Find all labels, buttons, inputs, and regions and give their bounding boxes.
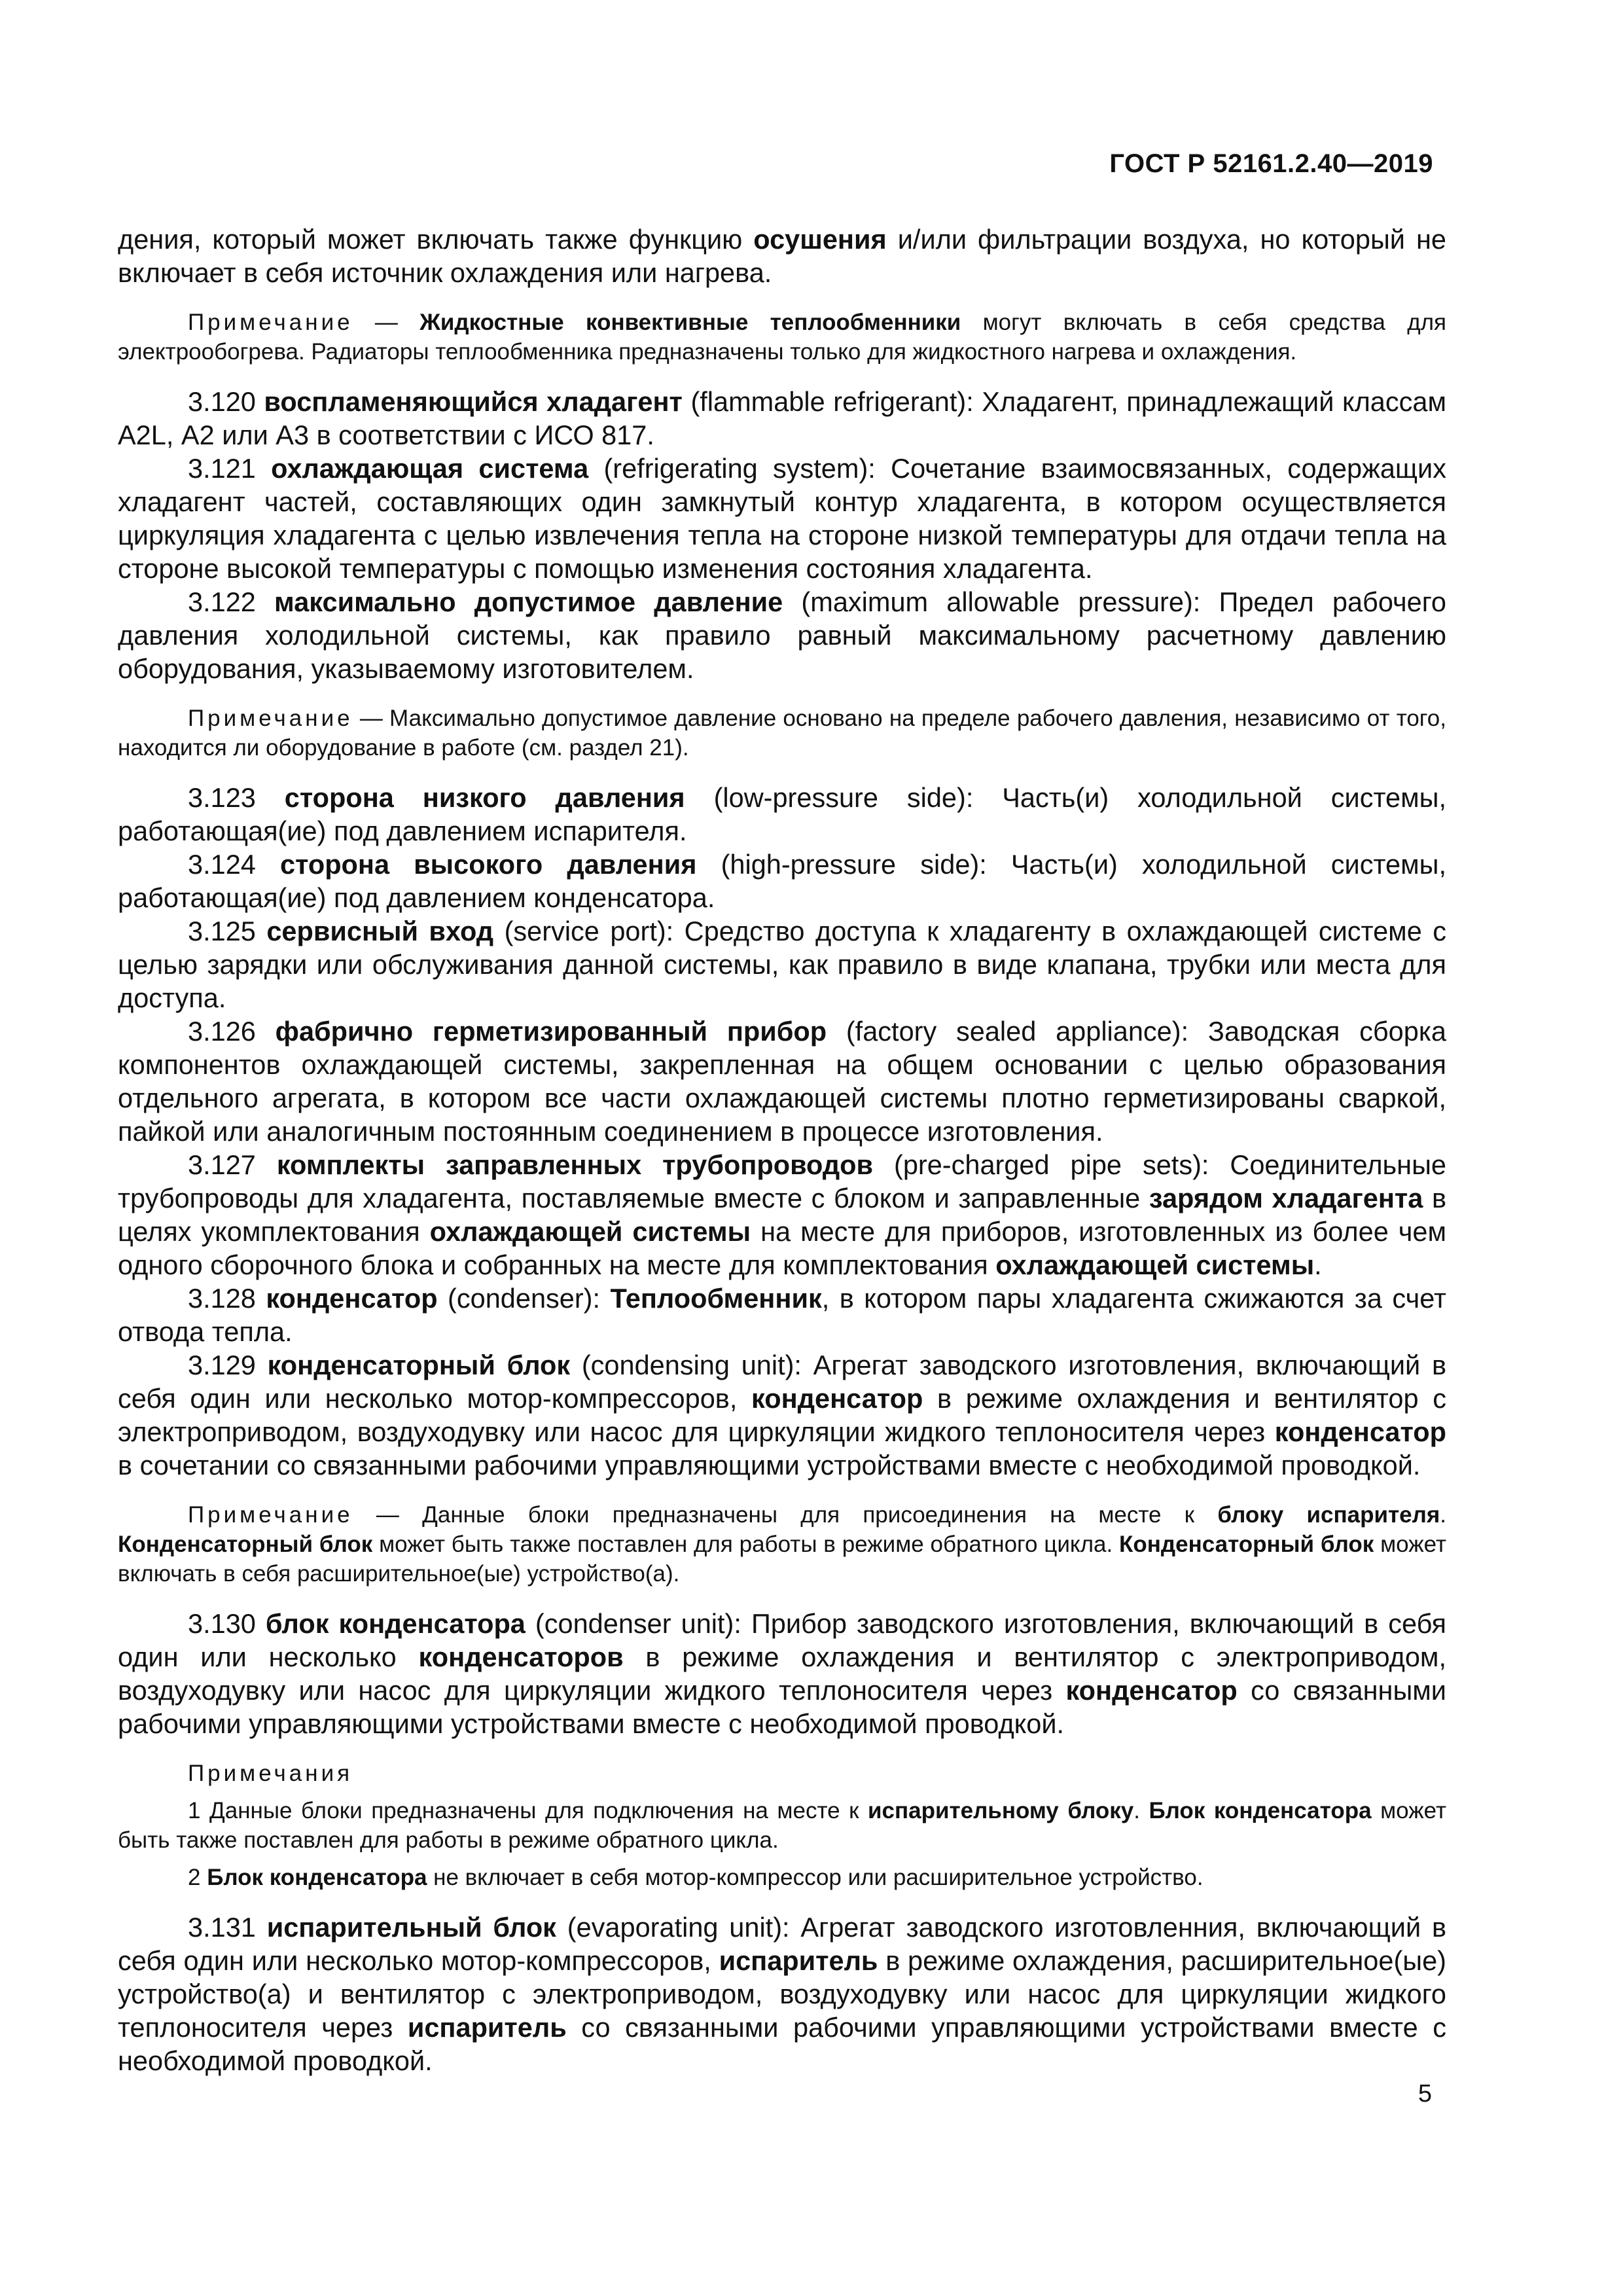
notes-heading: [118, 1759, 1446, 1788]
bold-term: конденсатор: [1065, 1675, 1238, 1706]
text-run: Примечания: [188, 1761, 353, 1786]
text-run: (high-pressure side): Часть(и) холодильной системы, работающая(ие) под давлением конденсатора.: [118, 849, 1446, 913]
bold-term: конденсатор: [266, 1283, 438, 1314]
bold-term: сторона низкого давления: [284, 782, 685, 813]
term-paragraph: [118, 1282, 1446, 1348]
text-run: в режиме охлаждения и вентилятор с электроприводом, воздуходувку или насос для циркуляции жидкого теплоносителя через: [118, 1383, 1447, 1447]
text-run: может быть также поставлен для работы в режиме обратного цикла.: [118, 1798, 1446, 1853]
text-run: Примечание: [188, 706, 353, 731]
bold-term: сервисный вход: [266, 916, 494, 946]
bold-term: испарительному блоку: [867, 1798, 1134, 1823]
text-run: (factory sealed appliance): Заводская сборка компонентов охлаждающей системы, закрепленная на общем основании с целью образования отдельного агрегата, в котором все части охлаждающей системы плотно герметизированы сваркой, пайкой или аналогичным постоянным соединением в процессе изготовления.: [118, 1016, 1446, 1147]
text-run: 3.120: [188, 386, 264, 417]
text-run: в режиме охлаждения, расширительное(ые) устройство(а) и вентилятор с электроприводом, воздуходувку или насос для циркуляции жидкого теплоносителя через: [118, 1945, 1447, 2043]
text-run: (service port): Средство доступа к хладагенту в охлаждающей системе с целью зарядки или обслуживания данной системы, как правило в виде клапана, трубки или места для доступа.: [118, 916, 1447, 1013]
text-run: Примечание: [188, 1502, 353, 1528]
term-paragraph: [118, 1910, 1446, 2077]
text-run: в режиме охлаждения и вентилятор с электроприводом, воздуходувку или насос для циркуляции жидкого теплоносителя через: [118, 1641, 1446, 1706]
bold-term: охлаждающей системы: [429, 1216, 751, 1247]
text-run: 2: [188, 1865, 207, 1890]
text-run: (refrigerating system): Сочетание взаимосвязанных, содержащих хладагент частей, составляющих один замкнутый контур хладагента, в котором осуществляется циркуляция хладагента с целью извлечения тепла на стороне низкой температуры для отдачи тепла на стороне высокой температуры с помощью изменения состояния хладагента.: [118, 453, 1446, 584]
note-paragraph: [118, 1796, 1446, 1855]
text-run: — Максимально допустимое давление основано на пределе рабочего давления, независимо от того, находится ли оборудование в работе (см. раздел 21).: [118, 706, 1446, 761]
text-run: 3.124: [188, 849, 280, 880]
bold-term: Теплообменник: [610, 1283, 822, 1314]
text-run: , в котором пары хладагента сжижаются за счет отвода тепла.: [118, 1283, 1446, 1347]
bold-term: конденсаторный блок: [267, 1350, 571, 1380]
text-run: может включать в себя расширительное(ые) устройство(а).: [118, 1532, 1447, 1587]
spacer: [118, 685, 1446, 704]
text-run: не включает в себя мотор-компрессор или расширительное устройство.: [427, 1865, 1204, 1890]
bold-term: фабрично герметизированный прибор: [275, 1016, 827, 1047]
bold-term: Конденсаторный блок: [1119, 1532, 1374, 1557]
bold-term: охлаждающая система: [271, 453, 589, 484]
term-paragraph: [118, 848, 1446, 914]
spacer: [118, 1588, 1446, 1607]
bold-term: комплекты заправленных трубопроводов: [276, 1149, 874, 1180]
bold-term: Конденсаторный блок: [118, 1532, 373, 1557]
spacer: [118, 1855, 1446, 1863]
text-run: 3.129: [188, 1350, 268, 1380]
bold-term: сторона высокого давления: [279, 849, 697, 880]
term-paragraph: [118, 781, 1446, 848]
text-run: со связанными рабочими управляющими устройствами вместе с необходимой проводкой.: [118, 2012, 1446, 2076]
text-run: (condensing unit): Агрегат заводского изготовления, включающий в себя один или несколько мотор-компрессоров,: [118, 1350, 1446, 1414]
text-run: и/или фильтрации воздуха, но который не включает в себя источник охлаждения или нагрева.: [118, 224, 1446, 288]
term-paragraph: [118, 223, 1446, 289]
bold-term: воспламеняющийся хладагент: [264, 386, 683, 417]
text-run: 3.121: [188, 453, 272, 484]
spacer: [118, 367, 1446, 385]
spacer: [118, 1892, 1446, 1910]
text-run: .: [1440, 1502, 1446, 1528]
bold-term: конденсатор: [751, 1383, 923, 1414]
note-paragraph: [118, 704, 1446, 762]
bold-term: Блок конденсатора: [1149, 1798, 1372, 1823]
spacer: [118, 1482, 1446, 1500]
bold-term: максимально допустимое давление: [274, 586, 783, 617]
term-paragraph: [118, 914, 1446, 1014]
term-paragraph: [118, 452, 1446, 585]
bold-term: испаритель: [407, 2012, 567, 2043]
text-run: может быть также поставлен для работы в режиме обратного цикла.: [372, 1532, 1120, 1557]
text-run: 3.127: [188, 1149, 277, 1180]
bold-term: блоку испарителя: [1217, 1502, 1440, 1528]
bold-term: зарядом хладагента: [1149, 1183, 1423, 1213]
term-paragraph: [118, 585, 1446, 685]
text-run: 3.126: [188, 1016, 276, 1047]
spacer: [118, 1788, 1446, 1796]
page-number: 5: [1418, 2080, 1432, 2108]
text-run: (evaporating unit): Агрегат заводского изготовленния, включающий в себя один или несколько мотор-компрессоров,: [118, 1912, 1447, 1976]
text-run: Примечание: [188, 310, 353, 335]
spacer: [118, 762, 1446, 781]
text-run: 3.130: [188, 1608, 266, 1639]
text-run: — Данные блоки предназначены для присоединения на месте к: [353, 1502, 1218, 1528]
text-run: дения, который может включать также функцию: [118, 224, 754, 255]
text-run: в сочетании со связанными рабочими управляющими устройствами вместе с необходимой проводкой.: [118, 1450, 1421, 1480]
note-paragraph: [118, 308, 1446, 367]
term-paragraph: [118, 385, 1446, 452]
bold-term: конденсаторов: [418, 1641, 624, 1672]
bold-term: Жидкостные конвективные теплообменники: [419, 310, 961, 335]
term-paragraph: [118, 1148, 1446, 1282]
bold-term: испаритель: [719, 1945, 878, 1976]
text-run: 3.123: [188, 782, 285, 813]
text-run: 1 Данные блоки предназначены для подключения на месте к: [188, 1798, 868, 1823]
text-run: (maximum allowable pressure): Предел рабочего давления холодильной системы, как правило равный максимальному расчетному давлению оборудования, указываемому изготовителем.: [118, 586, 1446, 684]
text-run: могут включать в себя средства для электрообогрева. Радиаторы теплообменника предназначены только для жидкостного нагрева и охлаждения.: [118, 310, 1446, 365]
bold-term: испарительный блок: [266, 1912, 556, 1943]
term-paragraph: [118, 1348, 1446, 1482]
text-run: .: [1133, 1798, 1149, 1823]
term-paragraph: [118, 1607, 1446, 1740]
text-run: (condenser):: [437, 1283, 611, 1314]
bold-term: осушения: [753, 224, 887, 255]
term-paragraph: [118, 1014, 1446, 1148]
spacer: [118, 289, 1446, 308]
note-paragraph: [118, 1863, 1446, 1892]
text-run: 3.128: [188, 1283, 266, 1314]
bold-term: охлаждающей системы: [995, 1249, 1315, 1280]
text-run: (low-pressure side): Часть(и) холодильной системы, работающая(ие) под давлением испарителя.: [118, 782, 1446, 846]
bold-term: Блок конденсатора: [207, 1865, 427, 1890]
text-run: (pre-charged pipe sets): Соединительные трубопроводы для хладагента, поставляемые вместе с блоком и заправленные: [118, 1149, 1446, 1213]
text-run: (flammable refrigerant): Хладагент, принадлежащий классам A2L, А2 или A3 в соответствии с ИСО 817.: [118, 386, 1447, 450]
text-run: на месте для приборов, изготовленных из более чем одного сборочного блока и собранных на месте для комплектования: [118, 1216, 1447, 1280]
text-run: со связанными рабочими управляющими устройствами вместе с необходимой проводкой.: [118, 1675, 1446, 1739]
text-run: (condenser unit): Прибор заводского изготовления, включающий в себя один или несколько: [118, 1608, 1446, 1672]
spacer: [118, 1740, 1446, 1759]
bold-term: блок конденсатора: [265, 1608, 526, 1639]
text-run: 3.122: [188, 586, 275, 617]
text-run: 3.125: [188, 916, 267, 946]
text-run: —: [353, 310, 420, 335]
text-run: .: [1314, 1249, 1322, 1280]
document-body: [118, 223, 1446, 2077]
text-run: 3.131: [188, 1912, 267, 1943]
note-paragraph: [118, 1500, 1446, 1588]
bold-term: конденсатор: [1274, 1416, 1446, 1447]
text-run: в целях укомплектования: [118, 1183, 1447, 1247]
document-code: ГОСТ Р 52161.2.40—2019: [1109, 149, 1433, 178]
